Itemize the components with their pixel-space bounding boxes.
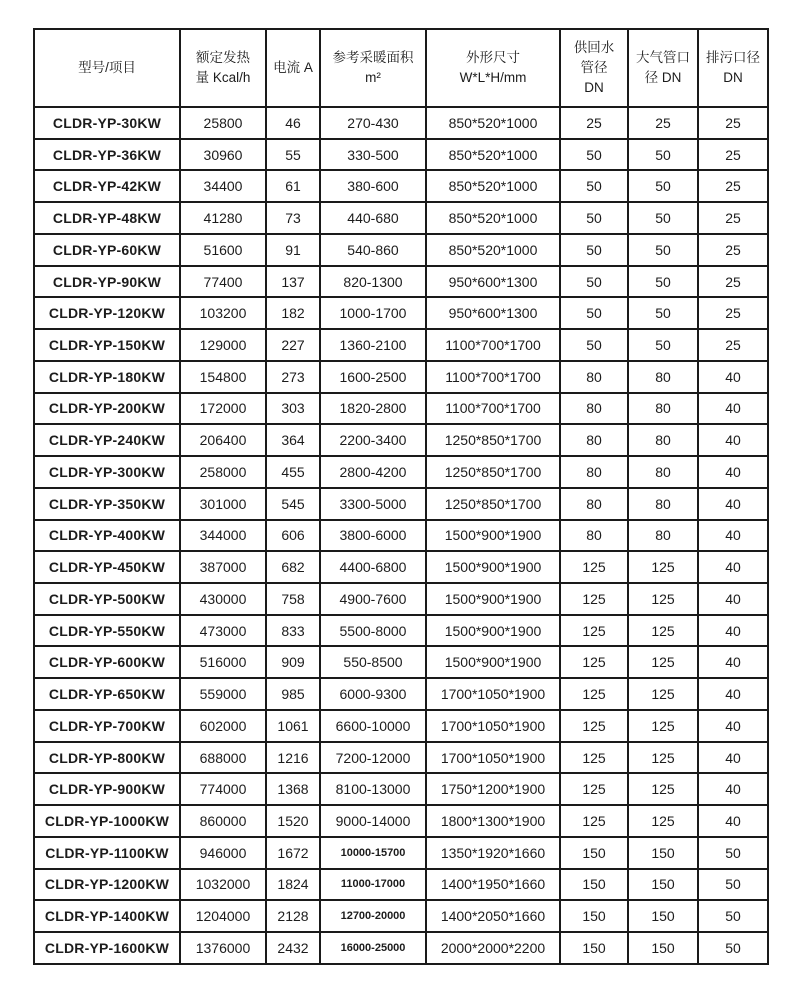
- cell-heat: 25800: [180, 107, 266, 139]
- cell-airpipe: 125: [628, 583, 698, 615]
- cell-pipe: 50: [560, 297, 628, 329]
- cell-drain: 40: [698, 583, 768, 615]
- cell-size: 1700*1050*1900: [426, 678, 560, 710]
- cell-current: 182: [266, 297, 320, 329]
- table-row: [34, 710, 768, 742]
- cell-pipe: 125: [560, 773, 628, 805]
- cell-drain: 25: [698, 170, 768, 202]
- cell-pipe: 150: [560, 869, 628, 901]
- table-row: [34, 805, 768, 837]
- table-row: [34, 393, 768, 425]
- cell-current: 2128: [266, 900, 320, 932]
- cell-model: CLDR-YP-36KW: [34, 139, 180, 171]
- cell-size: 950*600*1300: [426, 266, 560, 298]
- cell-current: 909: [266, 646, 320, 678]
- cell-area: 2800-4200: [320, 456, 426, 488]
- cell-drain: 40: [698, 646, 768, 678]
- cell-current: 1368: [266, 773, 320, 805]
- cell-pipe: 125: [560, 615, 628, 647]
- cell-current: 55: [266, 139, 320, 171]
- cell-current: 73: [266, 202, 320, 234]
- cell-airpipe: 150: [628, 900, 698, 932]
- cell-airpipe: 50: [628, 329, 698, 361]
- cell-airpipe: 125: [628, 646, 698, 678]
- table-row: [34, 900, 768, 932]
- cell-pipe: 80: [560, 520, 628, 552]
- cell-heat: 473000: [180, 615, 266, 647]
- cell-airpipe: 80: [628, 361, 698, 393]
- cell-heat: 774000: [180, 773, 266, 805]
- cell-drain: 25: [698, 234, 768, 266]
- table-row: [34, 520, 768, 552]
- cell-current: 455: [266, 456, 320, 488]
- cell-drain: 50: [698, 837, 768, 869]
- cell-model: CLDR-YP-60KW: [34, 234, 180, 266]
- cell-drain: 40: [698, 456, 768, 488]
- cell-pipe: 50: [560, 170, 628, 202]
- table-row: [34, 932, 768, 964]
- cell-size: 850*520*1000: [426, 202, 560, 234]
- cell-area: 2200-3400: [320, 424, 426, 456]
- cell-size: 1500*900*1900: [426, 520, 560, 552]
- cell-airpipe: 80: [628, 456, 698, 488]
- cell-current: 303: [266, 393, 320, 425]
- cell-size: 2000*2000*2200: [426, 932, 560, 964]
- cell-area: 380-600: [320, 170, 426, 202]
- cell-size: 850*520*1000: [426, 107, 560, 139]
- table-row: [34, 488, 768, 520]
- cell-area: 5500-8000: [320, 615, 426, 647]
- cell-size: 1400*1950*1660: [426, 869, 560, 901]
- cell-area: 4400-6800: [320, 551, 426, 583]
- cell-pipe: 50: [560, 139, 628, 171]
- cell-current: 91: [266, 234, 320, 266]
- cell-drain: 25: [698, 297, 768, 329]
- cell-current: 1061: [266, 710, 320, 742]
- cell-area: 6000-9300: [320, 678, 426, 710]
- header-row: [34, 29, 768, 107]
- cell-airpipe: 50: [628, 170, 698, 202]
- cell-model: CLDR-YP-900KW: [34, 773, 180, 805]
- cell-heat: 103200: [180, 297, 266, 329]
- spec-table: [33, 28, 769, 965]
- cell-model: CLDR-YP-1400KW: [34, 900, 180, 932]
- cell-heat: 77400: [180, 266, 266, 298]
- cell-drain: 40: [698, 393, 768, 425]
- cell-airpipe: 50: [628, 297, 698, 329]
- cell-size: 1100*700*1700: [426, 361, 560, 393]
- cell-airpipe: 150: [628, 932, 698, 964]
- table-row: [34, 234, 768, 266]
- cell-drain: 40: [698, 361, 768, 393]
- cell-area: 6600-10000: [320, 710, 426, 742]
- table-row: [34, 583, 768, 615]
- cell-heat: 860000: [180, 805, 266, 837]
- cell-model: CLDR-YP-450KW: [34, 551, 180, 583]
- cell-pipe: 125: [560, 710, 628, 742]
- cell-area: 4900-7600: [320, 583, 426, 615]
- cell-area: 550-8500: [320, 646, 426, 678]
- cell-pipe: 150: [560, 932, 628, 964]
- cell-area: 16000-25000: [320, 932, 426, 964]
- cell-drain: 25: [698, 107, 768, 139]
- cell-airpipe: 150: [628, 869, 698, 901]
- cell-pipe: 50: [560, 202, 628, 234]
- cell-current: 545: [266, 488, 320, 520]
- cell-pipe: 125: [560, 646, 628, 678]
- cell-size: 850*520*1000: [426, 170, 560, 202]
- cell-heat: 387000: [180, 551, 266, 583]
- table-row: [34, 456, 768, 488]
- cell-size: 1500*900*1900: [426, 646, 560, 678]
- header-cell-airpipe: 大气管口 径 DN: [628, 29, 698, 107]
- cell-area: 8100-13000: [320, 773, 426, 805]
- cell-current: 606: [266, 520, 320, 552]
- table-row: [34, 139, 768, 171]
- cell-heat: 602000: [180, 710, 266, 742]
- cell-pipe: 125: [560, 742, 628, 774]
- cell-size: 1700*1050*1900: [426, 710, 560, 742]
- header-cell-current: 电流 A: [266, 29, 320, 107]
- cell-current: 1520: [266, 805, 320, 837]
- cell-airpipe: 50: [628, 202, 698, 234]
- cell-drain: 40: [698, 742, 768, 774]
- cell-drain: 40: [698, 424, 768, 456]
- cell-drain: 40: [698, 615, 768, 647]
- cell-model: CLDR-YP-180KW: [34, 361, 180, 393]
- cell-pipe: 125: [560, 551, 628, 583]
- cell-airpipe: 80: [628, 520, 698, 552]
- header-cell-heat: 额定发热 量 Kcal/h: [180, 29, 266, 107]
- cell-heat: 516000: [180, 646, 266, 678]
- cell-area: 820-1300: [320, 266, 426, 298]
- cell-heat: 1032000: [180, 869, 266, 901]
- table-body: [34, 107, 768, 964]
- table-row: [34, 678, 768, 710]
- cell-size: 1100*700*1700: [426, 393, 560, 425]
- cell-model: CLDR-YP-150KW: [34, 329, 180, 361]
- cell-area: 9000-14000: [320, 805, 426, 837]
- cell-drain: 40: [698, 805, 768, 837]
- cell-heat: 688000: [180, 742, 266, 774]
- cell-model: CLDR-YP-800KW: [34, 742, 180, 774]
- cell-heat: 129000: [180, 329, 266, 361]
- cell-model: CLDR-YP-300KW: [34, 456, 180, 488]
- cell-airpipe: 125: [628, 551, 698, 583]
- cell-current: 364: [266, 424, 320, 456]
- cell-drain: 50: [698, 900, 768, 932]
- table-row: [34, 837, 768, 869]
- cell-area: 12700-20000: [320, 900, 426, 932]
- cell-heat: 154800: [180, 361, 266, 393]
- cell-pipe: 80: [560, 488, 628, 520]
- cell-heat: 344000: [180, 520, 266, 552]
- cell-current: 1216: [266, 742, 320, 774]
- cell-size: 1250*850*1700: [426, 456, 560, 488]
- cell-model: CLDR-YP-30KW: [34, 107, 180, 139]
- cell-model: CLDR-YP-200KW: [34, 393, 180, 425]
- cell-size: 1700*1050*1900: [426, 742, 560, 774]
- cell-area: 270-430: [320, 107, 426, 139]
- cell-drain: 25: [698, 139, 768, 171]
- cell-model: CLDR-YP-42KW: [34, 170, 180, 202]
- cell-drain: 50: [698, 869, 768, 901]
- cell-pipe: 150: [560, 900, 628, 932]
- cell-pipe: 125: [560, 678, 628, 710]
- cell-current: 137: [266, 266, 320, 298]
- cell-airpipe: 125: [628, 678, 698, 710]
- header-cell-model: 型号/项目: [34, 29, 180, 107]
- cell-current: 682: [266, 551, 320, 583]
- cell-area: 440-680: [320, 202, 426, 234]
- cell-current: 227: [266, 329, 320, 361]
- cell-current: 61: [266, 170, 320, 202]
- cell-airpipe: 50: [628, 139, 698, 171]
- table-row: [34, 615, 768, 647]
- cell-drain: 25: [698, 266, 768, 298]
- table-row: [34, 361, 768, 393]
- cell-model: CLDR-YP-48KW: [34, 202, 180, 234]
- cell-model: CLDR-YP-1100KW: [34, 837, 180, 869]
- table-row: [34, 424, 768, 456]
- cell-airpipe: 80: [628, 424, 698, 456]
- cell-airpipe: 50: [628, 266, 698, 298]
- table-row: [34, 297, 768, 329]
- cell-heat: 34400: [180, 170, 266, 202]
- cell-model: CLDR-YP-700KW: [34, 710, 180, 742]
- table-row: [34, 170, 768, 202]
- header-cell-pipe: 供回水 管径 DN: [560, 29, 628, 107]
- cell-airpipe: 25: [628, 107, 698, 139]
- cell-current: 833: [266, 615, 320, 647]
- cell-heat: 559000: [180, 678, 266, 710]
- cell-drain: 40: [698, 678, 768, 710]
- cell-model: CLDR-YP-120KW: [34, 297, 180, 329]
- cell-drain: 25: [698, 329, 768, 361]
- cell-size: 850*520*1000: [426, 139, 560, 171]
- table-row: [34, 773, 768, 805]
- cell-airpipe: 125: [628, 773, 698, 805]
- cell-pipe: 80: [560, 424, 628, 456]
- cell-pipe: 50: [560, 234, 628, 266]
- cell-heat: 172000: [180, 393, 266, 425]
- cell-heat: 51600: [180, 234, 266, 266]
- cell-model: CLDR-YP-600KW: [34, 646, 180, 678]
- cell-pipe: 125: [560, 583, 628, 615]
- cell-model: CLDR-YP-400KW: [34, 520, 180, 552]
- cell-heat: 1376000: [180, 932, 266, 964]
- cell-heat: 946000: [180, 837, 266, 869]
- cell-size: 850*520*1000: [426, 234, 560, 266]
- cell-size: 1750*1200*1900: [426, 773, 560, 805]
- cell-area: 1360-2100: [320, 329, 426, 361]
- cell-drain: 40: [698, 773, 768, 805]
- cell-drain: 25: [698, 202, 768, 234]
- cell-size: 1500*900*1900: [426, 551, 560, 583]
- cell-current: 1672: [266, 837, 320, 869]
- cell-airpipe: 125: [628, 710, 698, 742]
- cell-heat: 41280: [180, 202, 266, 234]
- cell-size: 1250*850*1700: [426, 424, 560, 456]
- cell-area: 1820-2800: [320, 393, 426, 425]
- cell-airpipe: 150: [628, 837, 698, 869]
- header-cell-size: 外形尺寸 W*L*H/mm: [426, 29, 560, 107]
- cell-current: 758: [266, 583, 320, 615]
- cell-area: 7200-12000: [320, 742, 426, 774]
- cell-size: 1350*1920*1660: [426, 837, 560, 869]
- cell-pipe: 125: [560, 805, 628, 837]
- cell-model: CLDR-YP-350KW: [34, 488, 180, 520]
- cell-area: 330-500: [320, 139, 426, 171]
- cell-model: CLDR-YP-90KW: [34, 266, 180, 298]
- cell-airpipe: 80: [628, 488, 698, 520]
- cell-size: 950*600*1300: [426, 297, 560, 329]
- cell-area: 1000-1700: [320, 297, 426, 329]
- cell-area: 3300-5000: [320, 488, 426, 520]
- table-row: [34, 329, 768, 361]
- cell-area: 10000-15700: [320, 837, 426, 869]
- cell-drain: 40: [698, 520, 768, 552]
- cell-drain: 40: [698, 710, 768, 742]
- cell-pipe: 50: [560, 329, 628, 361]
- cell-current: 985: [266, 678, 320, 710]
- table-row: [34, 646, 768, 678]
- cell-heat: 258000: [180, 456, 266, 488]
- cell-current: 273: [266, 361, 320, 393]
- cell-pipe: 80: [560, 361, 628, 393]
- cell-airpipe: 80: [628, 393, 698, 425]
- table-row: [34, 742, 768, 774]
- cell-model: CLDR-YP-240KW: [34, 424, 180, 456]
- cell-area: 540-860: [320, 234, 426, 266]
- cell-drain: 40: [698, 551, 768, 583]
- cell-pipe: 50: [560, 266, 628, 298]
- cell-size: 1800*1300*1900: [426, 805, 560, 837]
- cell-heat: 30960: [180, 139, 266, 171]
- cell-current: 2432: [266, 932, 320, 964]
- cell-model: CLDR-YP-500KW: [34, 583, 180, 615]
- cell-size: 1500*900*1900: [426, 615, 560, 647]
- cell-current: 46: [266, 107, 320, 139]
- cell-area: 11000-17000: [320, 869, 426, 901]
- header-cell-drain: 排污口径 DN: [698, 29, 768, 107]
- cell-airpipe: 125: [628, 615, 698, 647]
- cell-drain: 50: [698, 932, 768, 964]
- cell-size: 1400*2050*1660: [426, 900, 560, 932]
- cell-area: 3800-6000: [320, 520, 426, 552]
- cell-area: 1600-2500: [320, 361, 426, 393]
- cell-model: CLDR-YP-650KW: [34, 678, 180, 710]
- cell-airpipe: 125: [628, 742, 698, 774]
- cell-pipe: 25: [560, 107, 628, 139]
- table-row: [34, 551, 768, 583]
- table-row: [34, 107, 768, 139]
- cell-airpipe: 50: [628, 234, 698, 266]
- cell-size: 1500*900*1900: [426, 583, 560, 615]
- cell-current: 1824: [266, 869, 320, 901]
- table-row: [34, 266, 768, 298]
- table-row: [34, 202, 768, 234]
- cell-model: CLDR-YP-550KW: [34, 615, 180, 647]
- table-row: [34, 869, 768, 901]
- cell-pipe: 80: [560, 456, 628, 488]
- header-cell-area: 参考采暖面积 m²: [320, 29, 426, 107]
- cell-pipe: 150: [560, 837, 628, 869]
- cell-model: CLDR-YP-1200KW: [34, 869, 180, 901]
- cell-size: 1100*700*1700: [426, 329, 560, 361]
- cell-size: 1250*850*1700: [426, 488, 560, 520]
- cell-heat: 1204000: [180, 900, 266, 932]
- cell-drain: 40: [698, 488, 768, 520]
- cell-heat: 430000: [180, 583, 266, 615]
- cell-pipe: 80: [560, 393, 628, 425]
- cell-model: CLDR-YP-1600KW: [34, 932, 180, 964]
- cell-heat: 206400: [180, 424, 266, 456]
- cell-heat: 301000: [180, 488, 266, 520]
- cell-model: CLDR-YP-1000KW: [34, 805, 180, 837]
- cell-airpipe: 125: [628, 805, 698, 837]
